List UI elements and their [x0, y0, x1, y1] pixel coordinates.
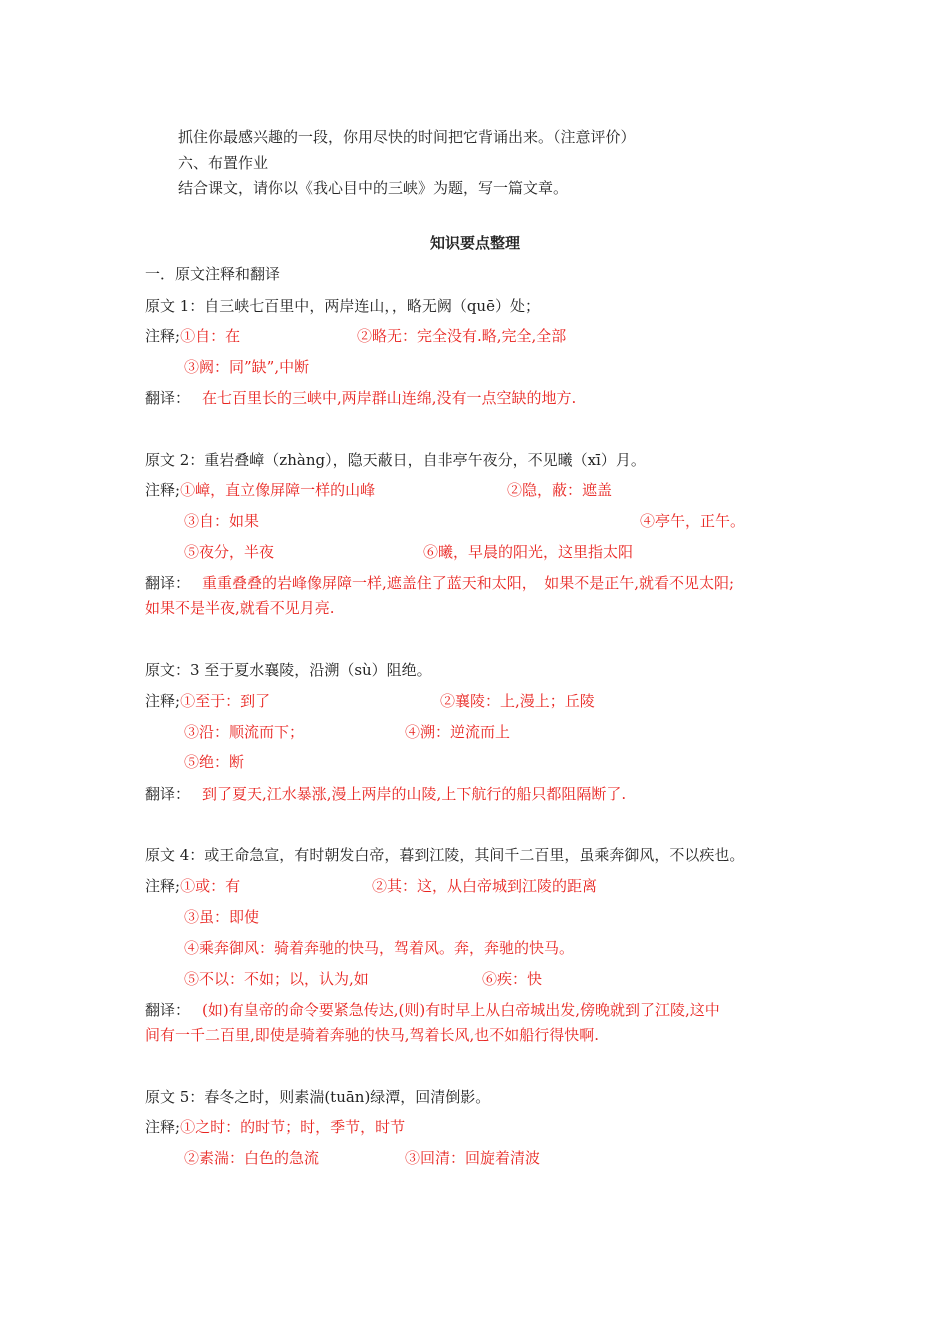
translation-text-continued: 如果不是半夜,就看不见月亮.	[145, 599, 335, 617]
note-item: ①至于：到了	[180, 692, 271, 710]
translation-label: 翻译：	[145, 389, 191, 407]
passage-2-notes-row-1	[145, 480, 375, 500]
note-label: 注释;	[145, 692, 181, 710]
passage-1-original: 原文 1：自三峡七百里中，两岸连山，，略无阙（quē）处；	[145, 297, 540, 315]
translation-text: 在七百里长的三峡中,两岸群山连绵,没有一点空缺的地方.	[202, 389, 577, 407]
passage-1-notes-row-1	[145, 326, 240, 346]
translation-text-continued: 间有一千二百里,即使是骑着奔驰的快马,驾着长风,也不如船行得快啊.	[145, 1026, 600, 1044]
passage-1-translation	[145, 388, 576, 408]
note-item: ②略无：完全没有.略,完全,全部	[357, 327, 567, 345]
note-item: ⑥曦，早晨的阳光，这里指太阳	[423, 543, 634, 561]
translation-text: (如)有皇帝的命令要紧急传达,(则)有时早上从白帝城出发,傍晚就到了江陵,这中	[202, 1001, 720, 1019]
note-item: ⑤绝：断	[184, 753, 245, 771]
note-item: ①之时：的时节；时，季节，时节	[180, 1118, 406, 1136]
note-label: 注释;	[145, 1118, 181, 1136]
note-item: ①嶂，直立像屏障一样的山峰	[180, 481, 376, 499]
passage-3-original: 原文：3 至于夏水襄陵，沿溯（sù）阻绝。	[145, 661, 432, 679]
translation-text: 到了夏天,江水暴涨,漫上两岸的山陵,上下航行的船只都阻隔断了.	[202, 785, 627, 803]
passage-4-original: 原文 4：或王命急宣，有时朝发白帝，暮到江陵，其间千二百里，虽乘奔御风，不以疾也。	[145, 846, 745, 864]
passage-5-notes-row-1	[145, 1117, 405, 1137]
passage-4-notes-row-1	[145, 876, 240, 896]
intro-line-1: 抓住你最感兴趣的一段，你用尽快的时间把它背诵出来。（注意评价）	[178, 128, 636, 146]
note-label: 注释;	[145, 481, 181, 499]
note-item: ⑥疾：快	[482, 970, 543, 988]
note-item: ③沿：顺流而下；	[184, 723, 305, 741]
note-item: ③阙：同”缺”,中断	[184, 358, 310, 376]
note-item: ①自：在	[180, 327, 241, 345]
passage-3-translation	[145, 784, 626, 804]
note-item: ④亭午，正午。	[640, 512, 746, 530]
note-item: ③自：如果	[184, 512, 260, 530]
passage-4-translation	[145, 1000, 720, 1020]
passage-2-original: 原文 2：重岩叠嶂（zhàng），隐天蔽日，自非亭午夜分，不见曦（xī）月。	[145, 451, 646, 469]
passage-2-translation	[145, 573, 734, 593]
note-label: 注释;	[145, 877, 181, 895]
note-item: ②其：这，从白帝城到江陵的距离	[372, 877, 598, 895]
section-title: 知识要点整理	[429, 234, 520, 252]
intro-line-2: 六、布置作业	[178, 154, 269, 172]
section-heading: 一．原文注释和翻译	[145, 265, 281, 283]
note-item: ①或：有	[180, 877, 241, 895]
note-item: ②襄陵：上,漫上；丘陵	[440, 692, 595, 710]
translation-label: 翻译：	[145, 574, 191, 592]
note-label: 注释;	[145, 327, 181, 345]
note-item: ⑤不以：不如；以，认为,如	[184, 970, 369, 988]
translation-label: 翻译：	[145, 785, 191, 803]
passage-3-notes-row-1	[145, 691, 270, 711]
translation-label: 翻译：	[145, 1001, 191, 1019]
note-item: ②隐，蔽：遮盖	[507, 481, 613, 499]
intro-line-3: 结合课文，请你以《我心目中的三峡》为题，写一篇文章。	[178, 179, 569, 197]
translation-text: 重重叠叠的岩峰像屏障一样,遮盖住了蓝天和太阳， 如果不是正午,就看不见太阳;	[202, 574, 735, 592]
note-item: ③虽：即使	[184, 908, 260, 926]
note-item: ④乘奔御风：骑着奔驰的快马，驾着风。奔，奔驰的快马。	[184, 939, 575, 957]
note-item: ⑤夜分，半夜	[184, 543, 275, 561]
note-item: ④溯：逆流而上	[405, 723, 511, 741]
note-item: ②素湍：白色的急流	[184, 1149, 320, 1167]
passage-5-original: 原文 5：春冬之时，则素湍(tuān)绿潭，回清倒影。	[145, 1088, 491, 1106]
note-item: ③回清：回旋着清波	[405, 1149, 541, 1167]
